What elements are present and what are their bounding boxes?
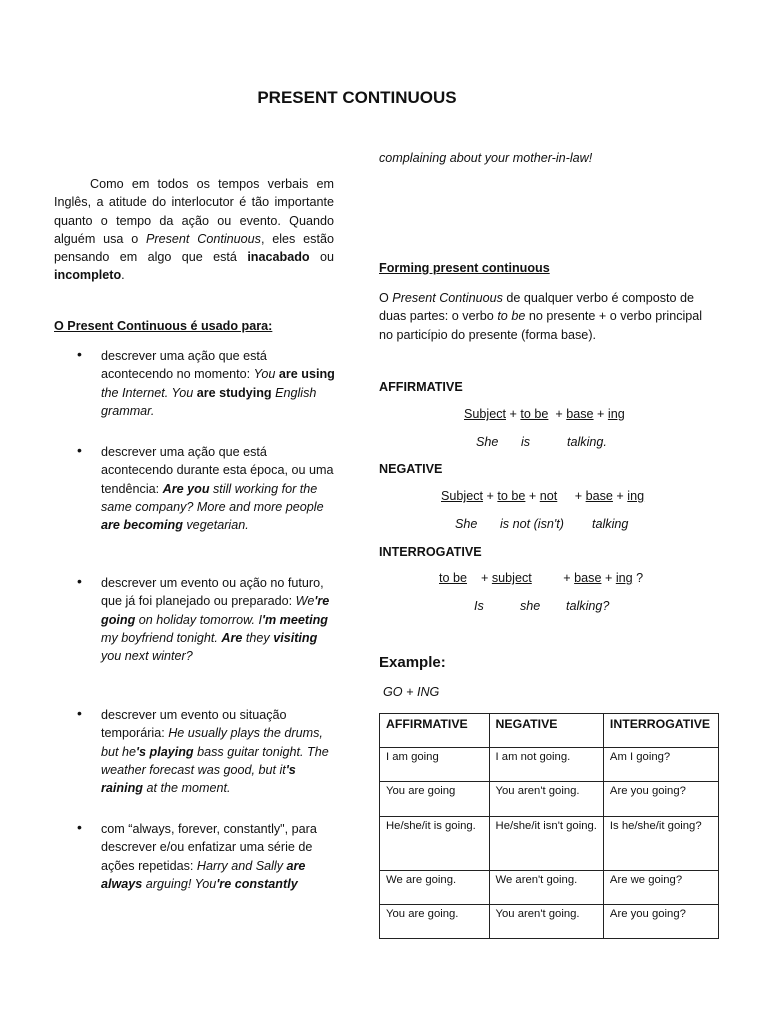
affirmative-example-subject — [476, 435, 498, 449]
formula-plus: + — [531, 571, 575, 585]
bullet-example: English grammar. — [101, 385, 317, 418]
table-cell: We aren't going. — [489, 871, 603, 905]
bullet-example-bold: are becoming — [101, 518, 183, 533]
table-cell: Are we going? — [603, 871, 718, 905]
example-word: She — [455, 517, 478, 531]
bullet-example: He usually plays the drums, but he — [101, 726, 323, 759]
bullet-continuation — [379, 149, 592, 167]
table-header: AFFIRMATIVE — [380, 714, 490, 748]
table-cell: He/she/it isn't going. — [489, 817, 603, 871]
formula-part: base — [574, 571, 602, 585]
formula-part: ing — [607, 407, 625, 421]
bullet-text: descrever uma ação que está acontecendo no momento: — [101, 349, 267, 382]
negative-example-verb — [500, 517, 564, 531]
table-row — [380, 782, 719, 817]
table-cell: Are you going? — [603, 782, 718, 817]
example-word: talking? — [566, 599, 610, 613]
forming-italic: to be — [497, 309, 526, 324]
bullet-text: com “always, forever, constantly", para descrever e/ou enfatizar uma série de ações repetidas: — [101, 822, 317, 873]
formula-plus: + — [557, 489, 586, 503]
bullet-item — [101, 820, 337, 893]
formula-part: not — [539, 489, 558, 503]
intro-text: . — [121, 268, 125, 283]
bullet-item — [101, 574, 337, 665]
example-subheading — [383, 685, 439, 699]
page-title: PRESENT CONTINUOUS — [257, 88, 457, 107]
bullet-example: complaining about your mother-in-law! — [379, 151, 593, 165]
bullet-dot: • — [77, 346, 82, 362]
table-header-row — [380, 714, 719, 748]
bullet-dot: • — [77, 819, 82, 835]
bullet-example-bold: Are you — [162, 481, 210, 496]
formula-part: base — [585, 489, 613, 503]
formula-part: to be — [520, 407, 549, 421]
table-cell: I am not going. — [489, 748, 603, 782]
table-cell: We are going. — [380, 871, 490, 905]
interrogative-label: INTERROGATIVE — [379, 545, 482, 559]
intro-paragraph — [54, 175, 334, 285]
table-row — [380, 905, 719, 939]
intro-bold: incompleto — [54, 268, 122, 283]
bullet-example-bold: 're constantly — [216, 876, 298, 891]
example-sub-text: GO + ING — [383, 685, 440, 699]
formula-part: subject — [491, 571, 532, 585]
bullet-example: Harry and Sally — [196, 858, 287, 873]
bullet-text: descrever uma ação que está acontecendo durante esta época, ou uma tendência: — [101, 445, 334, 496]
bullet-example: the Internet. You — [101, 385, 197, 400]
negative-example-subject — [455, 517, 477, 531]
negative-label: NEGATIVE — [379, 462, 443, 476]
formula-question-mark: ? — [632, 571, 644, 585]
example-word: She — [476, 435, 499, 449]
example-word: Is — [474, 599, 484, 613]
interrogative-example-verb — [474, 599, 484, 613]
bullet-example: still working for the same company? More and more people — [101, 481, 324, 514]
intro-text: ou — [309, 250, 334, 265]
bullet-example: You — [253, 367, 279, 382]
bullet-example: on holiday tomorrow. I — [135, 612, 262, 627]
table-cell: Am I going? — [603, 748, 718, 782]
affirmative-label: AFFIRMATIVE — [379, 380, 463, 394]
formula-plus: + — [548, 407, 567, 421]
bullet-dot: • — [77, 705, 82, 721]
affirmative-example-main — [567, 435, 607, 449]
example-word: is — [521, 435, 531, 449]
bullet-example: vegetarian. — [182, 518, 249, 533]
bullet-example-bold: 's playing — [136, 744, 194, 759]
example-word: talking. — [567, 435, 607, 449]
bullet-example-bold: 's raining — [101, 762, 296, 796]
bullet-dot: • — [77, 573, 82, 589]
bullet-example: they — [242, 630, 274, 645]
forming-text: de qualquer verbo é composto de duas partes: o verbo — [379, 291, 695, 324]
formula-part: ing — [627, 489, 645, 503]
example-word: is not (isn't) — [500, 517, 564, 531]
table-cell: You aren't going. — [489, 905, 603, 939]
intro-bold: inacabado — [247, 250, 310, 265]
formula-plus: + — [506, 407, 521, 421]
bullet-example-bold: visiting — [273, 630, 318, 645]
table-cell: Are you going? — [603, 905, 718, 939]
bullet-example-bold: are always — [101, 858, 306, 891]
bullet-example: you next winter? — [101, 649, 193, 664]
table-row — [380, 817, 719, 871]
formula-plus: + — [467, 571, 492, 585]
bullet-item — [101, 706, 337, 797]
example-heading: Example: — [379, 654, 446, 671]
bullet-example: arguing! You — [142, 876, 217, 891]
bullet-example: bass guitar tonight. The weather forecast was good, but it — [101, 744, 329, 777]
bullet-example: at the moment. — [142, 781, 231, 796]
forming-paragraph — [379, 289, 714, 344]
table-cell: I am going — [380, 748, 490, 782]
formula-plus: + — [483, 489, 498, 503]
formula-part: base — [566, 407, 594, 421]
table-cell: You are going — [380, 782, 490, 817]
formula-part: Subject — [464, 407, 507, 421]
bullet-example-bold: are studying — [196, 385, 272, 400]
affirmative-formula — [464, 407, 625, 421]
table-header: NEGATIVE — [489, 714, 603, 748]
negative-formula — [441, 489, 644, 503]
bullet-example: We — [295, 594, 315, 609]
table-cell: Is he/she/it going? — [603, 817, 718, 871]
forming-heading: Forming present continuous — [379, 261, 550, 275]
bullet-example: my boyfriend tonight. — [101, 630, 222, 645]
bullet-example-bold: 'm meeting — [261, 612, 328, 627]
formula-plus: + — [525, 489, 540, 503]
interrogative-example-main — [566, 599, 609, 613]
example-word: she — [520, 599, 541, 613]
formula-plus: + — [593, 407, 608, 421]
formula-part: to be — [439, 571, 468, 585]
negative-example-main — [592, 517, 628, 531]
table-cell: You are going. — [380, 905, 490, 939]
formula-plus: + — [601, 571, 616, 585]
bullet-example-bold: 're going — [101, 594, 330, 627]
forming-text: O — [379, 291, 393, 305]
formula-part: Subject — [441, 489, 484, 503]
intro-text: , eles estão pensando em algo que está — [54, 231, 334, 265]
bullet-item — [101, 443, 337, 534]
bullet-text: descrever um evento ou situação temporária: — [101, 708, 287, 741]
interrogative-example-subject — [520, 599, 540, 613]
interrogative-formula — [439, 571, 643, 585]
used-for-heading: O Present Continuous é usado para: — [54, 319, 273, 333]
table-cell: You aren't going. — [489, 782, 603, 817]
intro-text: Como em todos os tempos verbais em Inglês, a atitude do interlocutor é tão importante quanto o tempo da ação ou evento. Quando alguém usa o — [54, 177, 334, 246]
bullet-example-bold: Are — [221, 630, 243, 645]
table-row — [380, 748, 719, 782]
bullet-example-bold: are using — [278, 367, 335, 382]
example-word: talking — [592, 517, 629, 531]
table-header: INTERROGATIVE — [603, 714, 718, 748]
forming-italic: Present Continuous — [392, 291, 503, 305]
table-row — [380, 871, 719, 905]
formula-plus: + — [612, 489, 628, 503]
conjugation-table — [379, 713, 719, 939]
bullet-item — [101, 347, 337, 420]
bullet-text: descrever um evento ou ação no futuro, que já foi planejado ou preparado: — [101, 576, 324, 609]
affirmative-example-verb — [521, 435, 530, 449]
forming-text: no presente + o verbo principal no particípio do presente (forma base). — [379, 309, 703, 342]
table-cell: He/she/it is going. — [380, 817, 490, 871]
formula-part: ing — [615, 571, 633, 585]
bullet-dot: • — [77, 442, 82, 458]
formula-part: to be — [497, 489, 526, 503]
intro-italic: Present Continuous — [146, 231, 261, 246]
